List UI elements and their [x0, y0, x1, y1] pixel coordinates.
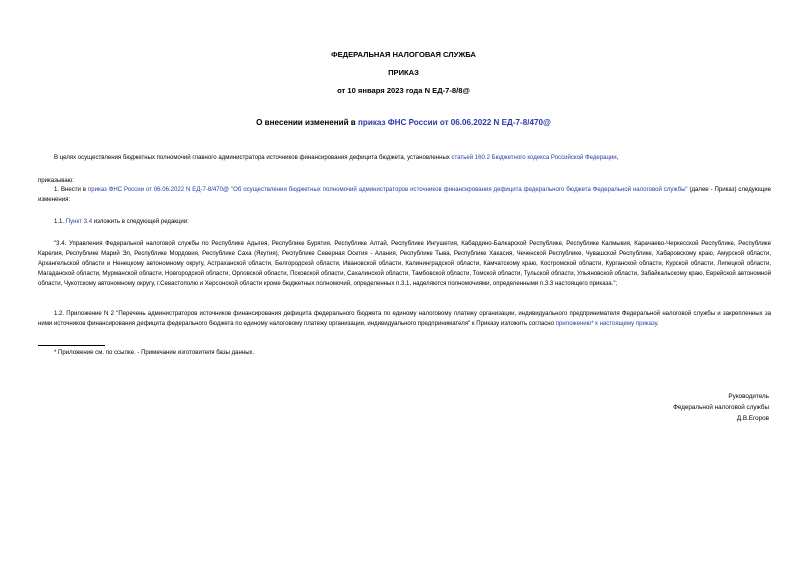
- agency-heading: ФЕДЕРАЛЬНАЯ НАЛОГОВАЯ СЛУЖБА: [331, 50, 476, 59]
- item-1-2-end: .: [657, 320, 659, 327]
- doc-type-heading: ПРИКАЗ: [388, 68, 419, 77]
- subject-link[interactable]: приказ ФНС России от 06.06.2022 N ЕД-7-8/470@: [358, 118, 551, 127]
- footnote: * Приложение см. по ссылке. - Примечание изготовителя базы данных.: [54, 350, 255, 356]
- item-1-suffix: (далее - Приказ) следующие изменения:: [38, 187, 772, 203]
- item-1-2-text: 1.2. Приложение N 2 "Перечень администраторов источников финансирования дефицита федерального бюджета по единому налоговому платежу организации, индивидуального предпринимателя Федеральной налоговой службы и закрепленных за ними источников финансирования дефицита федерального бюджета по единому налоговому платежу организации, индивидуального предпринимателя" к Приказу изложить согласно: [38, 311, 771, 327]
- subject-heading: [0, 118, 807, 127]
- item-1-paragraph: [38, 186, 771, 206]
- order-470-link[interactable]: приказ ФНС России от 06.06.2022 N ЕД-7-8/470@: [87, 187, 230, 193]
- item-1-1-prefix: 1.1.: [54, 219, 66, 225]
- preamble-text: В целях осуществления бюджетных полномочий главного администратора источников финансирования дефицита бюджета, установленных: [54, 155, 452, 161]
- order-word: приказываю:: [38, 178, 74, 184]
- date-number-heading: от 10 января 2023 года N ЕД-7-8/8@: [337, 86, 470, 95]
- appendix-link[interactable]: приложению* к настоящему приказу: [555, 320, 658, 327]
- item-1-2-paragraph: [38, 310, 771, 330]
- item-1-1-paragraph: [38, 218, 771, 228]
- budget-code-link[interactable]: статьей 160.2 Бюджетного кодекса Российской Федерации: [451, 155, 617, 161]
- item-1-1-suffix: изложить в следующей редакции:: [92, 219, 189, 225]
- signature-organization: Федеральной налоговой службы: [673, 404, 769, 411]
- preamble-paragraph: [38, 154, 771, 164]
- preamble-end: ,: [616, 155, 619, 161]
- point-3-4-link[interactable]: Пункт 3.4: [65, 219, 93, 225]
- subject-prefix: О внесении изменений в: [256, 118, 359, 127]
- item-1-prefix: 1. Внести в: [54, 187, 88, 193]
- footnote-divider: [38, 345, 105, 346]
- quoted-point-3-4: "3.4. Управления Федеральной налоговой службы по Республике Адыгея, Республике Бурятия, Республике Алтай, Республике Ингушетия, Кабардино-Балкарской Республике, Республике Калмыкия, Карачаево-Черкесской Республике, Республике Карелия, Республике Марий Эл, Республике Мордовия, Республике Саха (Якутия), Республике Северная Осетия - Алания, Республике Тыва, Республике Хакасия, Чеченской Республике, Чувашской Республике, Хабаровскому краю, Амурской области, Архангельской области и Ненецкому автономному округу, Астраханской области, Белгородской области, Ивановской области, Калининградской области, Камчатскому краю, Костромской области, Курганской области, Курской области, Липецкой области, Магаданской области, Мурманской области, Новгородской области, Орловской области, Псковской области, Сахалинской области, Тамбовской области, Томской области, Тульской области, Ульяновской области, Забайкальскому краю, Еврейской автономной области, Чукотскому автономному округу, г.Севастополю и Херсонской области кроме бюджетных полномочий, определенных п.3.1, наделяются полномочиями, определенными п.3.3 настоящего приказа.";: [38, 241, 771, 287]
- signature-name: Д.В.Егоров: [736, 415, 769, 422]
- order-470-title-link[interactable]: "Об осуществлении бюджетных полномочий администраторов источников финансирования дефицита федерального бюджета Федеральной налоговой службы": [229, 187, 688, 193]
- signature-title: Руководитель: [728, 393, 769, 400]
